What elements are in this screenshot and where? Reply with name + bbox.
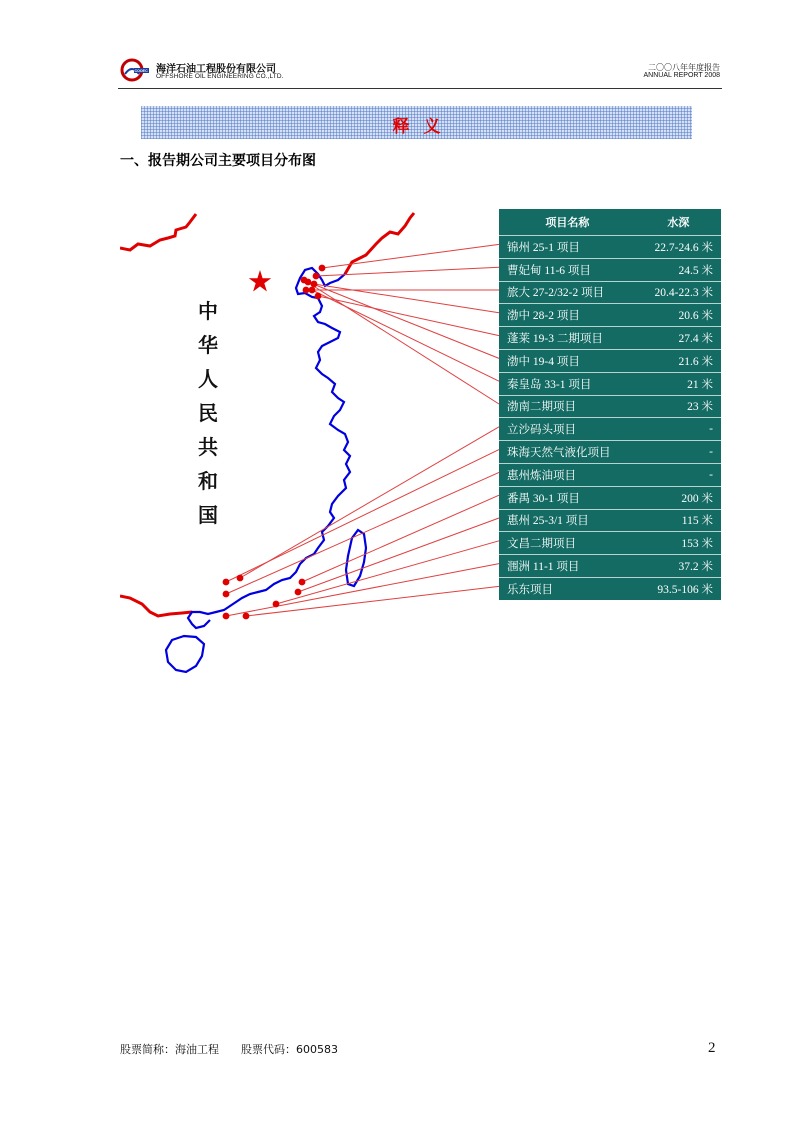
table-row	[499, 441, 721, 464]
report-title-en: ANNUAL REPORT 2008	[643, 72, 720, 79]
project-name: 锦州 25-1 项目	[499, 236, 636, 259]
project-marker	[319, 265, 326, 272]
project-markers	[223, 265, 326, 620]
water-depth: 22.7-24.6 米	[636, 236, 721, 259]
table-row	[499, 349, 721, 372]
project-marker	[223, 579, 230, 586]
project-marker	[301, 277, 308, 284]
project-name: 乐东项目	[507, 583, 553, 596]
project-name: 番禺 30-1 项目	[499, 486, 636, 509]
country-char: 和	[198, 469, 218, 493]
project-name: 蓬莱 19-3 二期项目	[499, 327, 636, 350]
project-name: 珠海天然气液化项目	[499, 441, 636, 464]
report-title-cn: 二〇〇八年年度报告	[648, 63, 720, 72]
leader-line	[246, 586, 499, 616]
project-marker	[223, 613, 230, 620]
country-char: 共	[198, 435, 218, 459]
company-name-en: OFFSHORE OIL ENGINEERING CO.,LTD.	[156, 73, 284, 80]
table-row	[499, 486, 721, 509]
water-depth: 20.4-22.3 米	[636, 281, 721, 304]
table-row	[499, 327, 721, 350]
project-marker	[243, 613, 250, 620]
definitions-banner	[141, 106, 692, 139]
project-name: 曹妃甸 11-6 项目	[499, 258, 636, 281]
project-name: 渤中 28-2 项目	[499, 304, 636, 327]
project-marker	[309, 287, 316, 294]
project-name: 立沙码头项目	[499, 418, 636, 441]
water-depth: 200 米	[636, 486, 721, 509]
water-depth: 93.5-106 米	[657, 583, 713, 596]
leader-line	[312, 290, 499, 381]
project-name: 渤南二期项目	[499, 395, 636, 418]
table-row	[499, 509, 721, 532]
project-marker	[303, 287, 310, 294]
country-name-vertical	[195, 294, 221, 532]
northeast-border	[345, 213, 414, 274]
leader-line	[318, 296, 499, 336]
water-depth: -	[636, 441, 721, 464]
page-header	[118, 56, 722, 89]
water-depth: -	[636, 418, 721, 441]
project-name: 渤中 19-4 项目	[499, 349, 636, 372]
leader-line	[240, 427, 499, 578]
project-name: 涠洲 11-1 项目	[499, 555, 636, 578]
table-row	[499, 463, 721, 486]
leader-lines	[226, 244, 499, 616]
project-marker	[223, 591, 230, 598]
water-depth: -	[636, 463, 721, 486]
svg-text:COOEC: COOEC	[134, 69, 148, 74]
leader-line	[304, 280, 499, 404]
table-row	[499, 304, 721, 327]
header-project-name: 项目名称	[499, 209, 636, 236]
leader-line	[226, 450, 499, 582]
northwest-border	[120, 214, 196, 250]
water-depth: 24.5 米	[636, 258, 721, 281]
water-depth: 21.6 米	[636, 349, 721, 372]
country-char: 民	[198, 401, 218, 425]
country-char: 人	[198, 367, 218, 391]
water-depth: 20.6 米	[636, 304, 721, 327]
project-marker	[237, 575, 244, 582]
country-char: 国	[198, 503, 218, 527]
capital-star-icon	[249, 270, 271, 292]
project-name: 旅大 27-2/32-2 项目	[499, 281, 636, 304]
hainan-island	[166, 636, 204, 672]
project-marker	[299, 579, 306, 586]
water-depth: 21 米	[636, 372, 721, 395]
water-depth: 23 米	[636, 395, 721, 418]
table-row	[499, 236, 721, 259]
project-marker	[295, 589, 302, 596]
project-marker	[315, 293, 322, 300]
water-depth: 37.2 米	[636, 555, 721, 578]
leader-line	[316, 267, 499, 276]
water-depth: 115 米	[636, 509, 721, 532]
page-number: 2	[708, 1040, 716, 1056]
stock-info: 股票简称：海油工程 股票代码：600583	[120, 1043, 338, 1056]
leader-line	[276, 541, 499, 604]
water-depth: 153 米	[636, 532, 721, 555]
leader-line	[322, 244, 499, 268]
country-char: 华	[198, 333, 218, 357]
table-header-row	[499, 209, 721, 236]
project-marker	[273, 601, 280, 608]
company-logo-icon	[120, 58, 150, 82]
water-depth: 27.4 米	[636, 327, 721, 350]
project-marker	[311, 281, 318, 288]
project-name: 惠州炼油项目	[499, 463, 636, 486]
table-row	[499, 258, 721, 281]
project-name: 秦皇岛 33-1 项目	[499, 372, 636, 395]
project-marker	[313, 273, 320, 280]
table-row	[499, 555, 721, 578]
table-row	[499, 577, 721, 599]
banner-title: 释义	[392, 117, 455, 137]
table-row	[499, 418, 721, 441]
table-row	[499, 281, 721, 304]
section-title: 一、报告期公司主要项目分布图	[120, 153, 316, 169]
table-row	[499, 395, 721, 418]
project-name: 惠州 25-3/1 项目	[499, 509, 636, 532]
leader-line	[298, 518, 499, 592]
company-name-cn: 海洋石油工程股份有限公司	[156, 64, 276, 75]
project-depth-table	[499, 209, 721, 600]
table-row	[499, 532, 721, 555]
table-row	[499, 372, 721, 395]
leader-line	[308, 282, 499, 358]
project-name: 文昌二期项目	[499, 532, 636, 555]
header-water-depth: 水深	[636, 209, 721, 236]
southwest-border	[120, 596, 192, 616]
country-char: 中	[198, 299, 218, 323]
leader-line	[314, 284, 499, 313]
